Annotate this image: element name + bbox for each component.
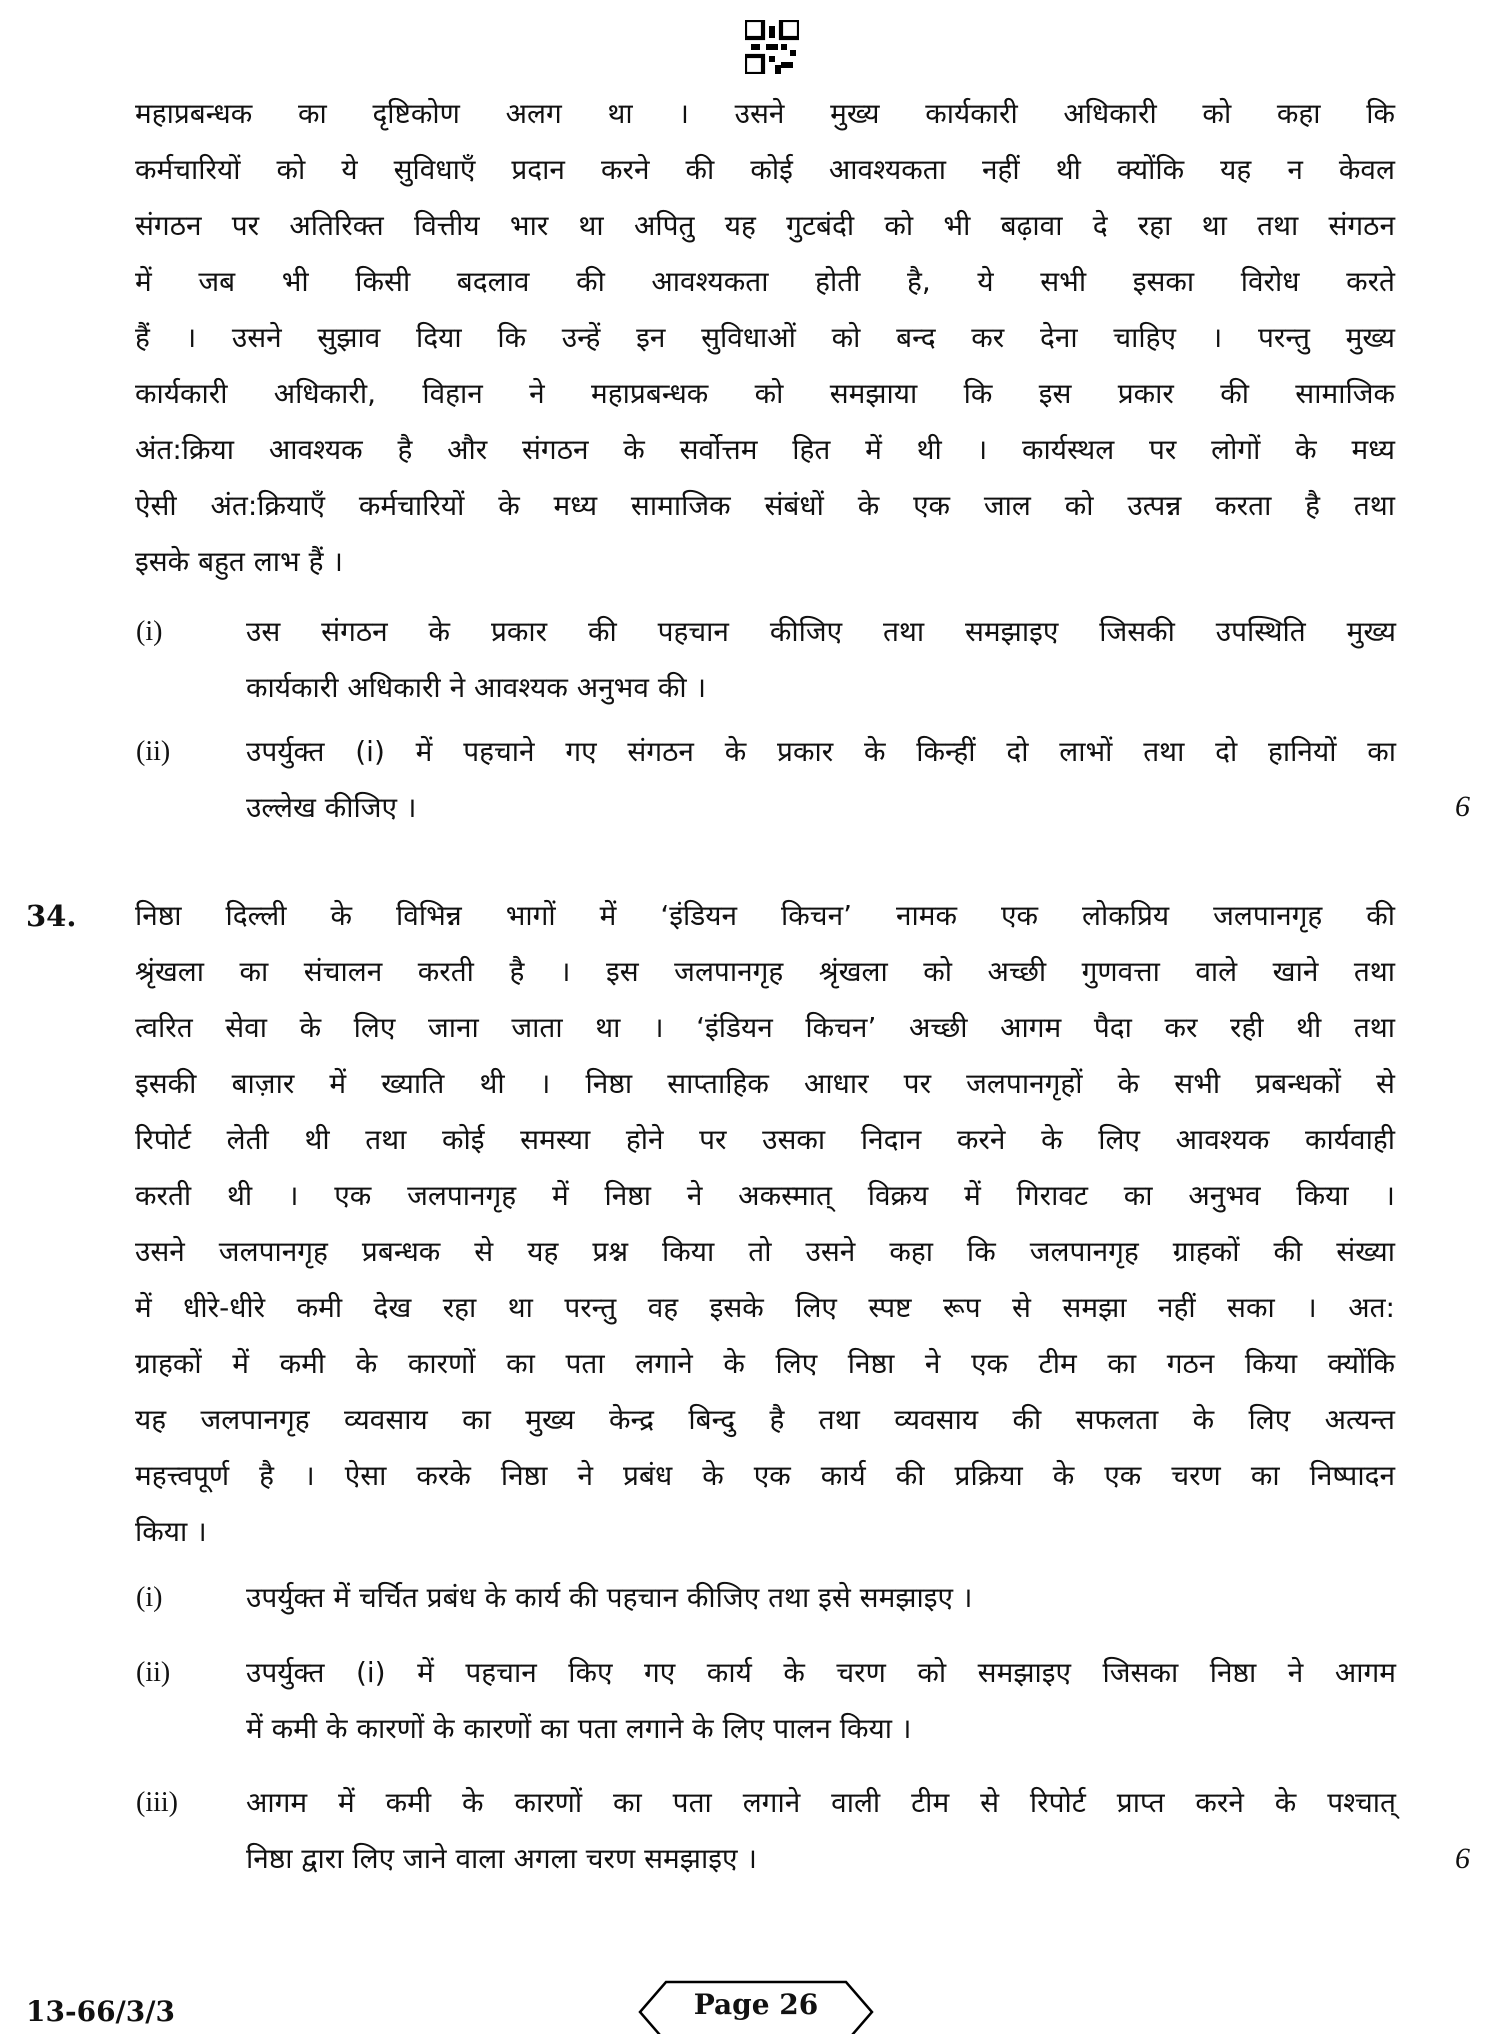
text-line: महत्त्वपूर्ण है । ऐसा करके निष्ठा ने प्रबंध के एक कार्य की प्रक्रिया के एक चरण का निष्पादन bbox=[135, 1459, 1395, 1492]
text-line: उसने जलपानगृह प्रबन्धक से यह प्रश्न किया तो उसने कहा कि जलपानगृह ग्राहकों की संख्या bbox=[135, 1235, 1395, 1268]
text-line: इसके बहुत लाभ हैं । bbox=[135, 545, 343, 578]
question-34-paragraph bbox=[135, 888, 1395, 1560]
part-text bbox=[246, 604, 1396, 716]
text-line: महाप्रबन्धक का दृष्टिकोण अलग था । उसने मुख्य कार्यकारी अधिकारी को कहा कि bbox=[135, 97, 1395, 130]
page-number: Page 26 bbox=[693, 1988, 819, 2021]
text-line: करती थी । एक जलपानगृह में निष्ठा ने अकस्मात् विक्रय में गिरावट का अनुभव किया । bbox=[135, 1179, 1395, 1212]
text-line: त्वरित सेवा के लिए जाना जाता था । ‘इंडियन किचन’ अच्छी आगम पैदा कर रही थी तथा bbox=[135, 1011, 1395, 1044]
intro-paragraph bbox=[135, 86, 1395, 590]
text-line: ग्राहकों में कमी के कारणों का पता लगाने के लिए निष्ठा ने एक टीम का गठन किया क्योंकि bbox=[135, 1347, 1395, 1380]
text-line: कर्मचारियों को ये सुविधाएँ प्रदान करने की कोई आवश्यकता नहीं थी क्योंकि यह न केवल bbox=[135, 153, 1395, 186]
text-line: में धीरे-धीरे कमी देख रहा था परन्तु वह इसके लिए स्पष्ट रूप से समझा नहीं सका । अत: bbox=[135, 1291, 1395, 1324]
marks-q33: 6 bbox=[1455, 790, 1470, 823]
text-line: कार्यकारी अधिकारी, विहान ने महाप्रबन्धक को समझाया कि इस प्रकार की सामाजिक bbox=[135, 377, 1395, 410]
part-text bbox=[246, 1775, 1396, 1887]
text-line: इसकी बाज़ार में ख्याति थी । निष्ठा साप्ताहिक आधार पर जलपानगृहों के सभी प्रबन्धकों से bbox=[135, 1067, 1395, 1100]
part-label: (iii) bbox=[136, 1787, 178, 1818]
part-label: (ii) bbox=[136, 736, 171, 767]
text-line: में जब भी किसी बदलाव की आवश्यकता होती है, ये सभी इसका विरोध करते bbox=[135, 265, 1395, 298]
text-line: निष्ठा द्वारा लिए जाने वाला अगला चरण समझाइए । bbox=[246, 1842, 757, 1875]
text-line: यह जलपानगृह व्यवसाय का मुख्य केन्द्र बिन्दु है तथा व्यवसाय की सफलता के लिए अत्यन्त bbox=[135, 1403, 1395, 1436]
text-line: संगठन पर अतिरिक्त वित्तीय भार था अपितु यह गुटबंदी को भी बढ़ावा दे रहा था तथा संगठन bbox=[135, 209, 1395, 242]
text-line: आगम में कमी के कारणों का पता लगाने वाली टीम से रिपोर्ट प्राप्त करने के पश्चात् bbox=[246, 1786, 1396, 1819]
text-line: में कमी के कारणों के कारणों का पता लगाने के लिए पालन किया । bbox=[246, 1712, 912, 1745]
paper-code: 13-66/3/3 bbox=[26, 1995, 175, 2028]
text-line: श्रृंखला का संचालन करती है । इस जलपानगृह श्रृंखला को अच्छी गुणवत्ता वाले खाने तथा bbox=[135, 955, 1395, 988]
question-number: 34. bbox=[26, 899, 77, 933]
part-text bbox=[246, 1645, 1396, 1757]
part-label: (i) bbox=[136, 616, 163, 647]
part-label: (ii) bbox=[136, 1657, 171, 1688]
page-number-badge bbox=[636, 1980, 876, 2034]
part-text bbox=[246, 724, 1396, 836]
part-label: (i) bbox=[136, 1582, 163, 1613]
text-line: ऐसी अंत:क्रियाएँ कर्मचारियों के मध्य सामाजिक संबंधों के एक जाल को उत्पन्न करता है तथा bbox=[135, 489, 1395, 522]
marks-q34: 6 bbox=[1455, 1842, 1470, 1875]
text-line: हैं । उसने सुझाव दिया कि उन्हें इन सुविधाओं को बन्द कर देना चाहिए । परन्तु मुख्य bbox=[135, 321, 1395, 354]
text-line: उपर्युक्त (i) में पहचान किए गए कार्य के चरण को समझाइए जिसका निष्ठा ने आगम bbox=[246, 1656, 1396, 1689]
text-line: कार्यकारी अधिकारी ने आवश्यक अनुभव की । bbox=[246, 671, 707, 704]
text-line: अंत:क्रिया आवश्यक है और संगठन के सर्वोत्तम हित में थी । कार्यस्थल पर लोगों के मध्य bbox=[135, 433, 1395, 466]
text-line: किया । bbox=[135, 1515, 207, 1548]
text-line: उस संगठन के प्रकार की पहचान कीजिए तथा समझाइए जिसकी उपस्थिति मुख्य bbox=[246, 615, 1396, 648]
text-line: रिपोर्ट लेती थी तथा कोई समस्या होने पर उसका निदान करने के लिए आवश्यक कार्यवाही bbox=[135, 1123, 1395, 1156]
part-text bbox=[246, 1570, 1396, 1626]
qr-code-icon bbox=[745, 20, 799, 74]
text-line: निष्ठा दिल्ली के विभिन्न भागों में ‘इंडियन किचन’ नामक एक लोकप्रिय जलपानगृह की bbox=[135, 899, 1395, 932]
text-line: उपर्युक्त (i) में पहचाने गए संगठन के प्रकार के किन्हीं दो लाभों तथा दो हानियों का bbox=[246, 735, 1396, 768]
text-line: उपर्युक्त में चर्चित प्रबंध के कार्य की पहचान कीजिए तथा इसे समझाइए । bbox=[246, 1581, 973, 1614]
text-line: उल्लेख कीजिए । bbox=[246, 791, 417, 824]
